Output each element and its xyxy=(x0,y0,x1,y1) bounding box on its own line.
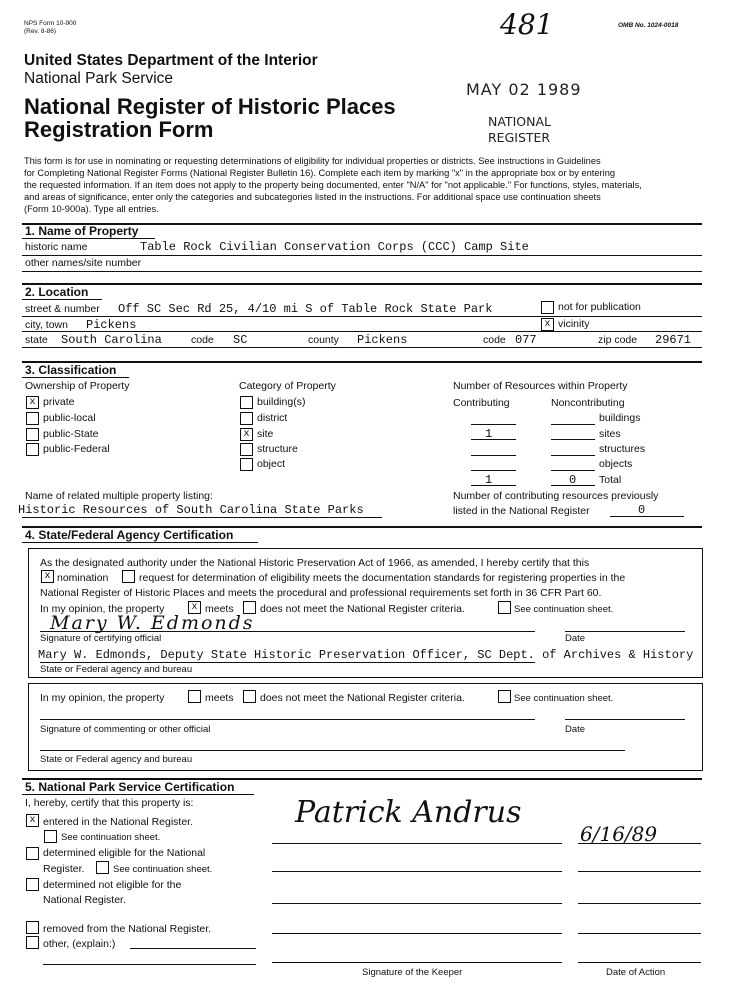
ownership-local-checkbox[interactable] xyxy=(26,412,39,425)
state-value[interactable]: South Carolina xyxy=(61,333,162,347)
related-listing-label: Name of related multiple property listing: xyxy=(25,490,213,502)
ownership-private-label: private xyxy=(43,396,75,408)
certifying-date-label: Date xyxy=(565,633,586,644)
signature-line xyxy=(40,719,535,720)
received-stamp-line1: NATIONAL xyxy=(488,114,551,129)
certifying-signature-label: Signature of certifying official xyxy=(40,633,162,644)
cert-line1: As the designated authority under the National Historic Preservation Act of 1966, as amended, I hereby certify that this xyxy=(40,557,590,569)
received-stamp-line2: REGISTER xyxy=(488,130,551,145)
zip-value[interactable]: 29671 xyxy=(655,333,692,347)
keeper-line xyxy=(272,871,562,872)
comment-does-not-meet-label: does not meet the National Register criteria. xyxy=(260,692,465,704)
comment-date-label: Date xyxy=(565,724,586,735)
determined-not-eligible-line1: determined not eligible for the xyxy=(43,879,182,891)
resource-row-sites: sites xyxy=(599,428,621,440)
count-line xyxy=(551,470,595,471)
county-code-value[interactable]: 077 xyxy=(515,333,537,347)
ownership-local-label: public-local xyxy=(43,412,96,424)
comment-does-not-meet-checkbox[interactable] xyxy=(243,690,256,703)
eligible-continuation-checkbox[interactable] xyxy=(96,861,109,874)
cert-line2: request for determination of eligibility meets the documentation standards for registering properties in the xyxy=(139,572,626,584)
field-line xyxy=(610,516,684,517)
keeper-line xyxy=(272,903,562,904)
historic-name-value[interactable]: Table Rock Civilian Conservation Corps (CCC) Camp Site xyxy=(140,240,529,254)
state-code-value[interactable]: SC xyxy=(233,333,248,347)
opinion-prefix: In my opinion, the property xyxy=(40,603,165,615)
count-line xyxy=(471,470,516,471)
field-line xyxy=(40,662,535,663)
form-title-line2: Registration Form xyxy=(24,117,214,142)
intro-line2: for Completing National Register Forms (National Register Bulletin 16). Complete each item by marking "x" in the appropriate box or by entering xyxy=(24,168,616,178)
count-line xyxy=(471,439,516,440)
determined-eligible-line1: determined eligible for the National xyxy=(43,847,206,859)
sites-contributing-value[interactable]: 1 xyxy=(485,427,493,441)
action-date-line xyxy=(578,962,701,963)
received-stamp-date: MAY 02 1989 xyxy=(466,80,582,99)
section1-heading: 1. Name of Property xyxy=(25,224,139,238)
not-for-publication-label: not for publication xyxy=(558,301,641,313)
certify-line: I, hereby, certify that this property is: xyxy=(25,797,194,809)
entered-checkbox[interactable]: x xyxy=(26,814,39,827)
section5-heading: 5. National Park Service Certification xyxy=(25,780,235,794)
resources-title: Number of Resources within Property xyxy=(453,380,628,392)
contributing-header: Contributing xyxy=(453,397,510,409)
not-for-publication-checkbox[interactable] xyxy=(541,301,554,314)
comment-signature-label: Signature of commenting or other official xyxy=(40,724,211,735)
total-contributing-value[interactable]: 1 xyxy=(485,473,493,487)
count-line xyxy=(551,455,595,456)
date-of-action-label: Date of Action xyxy=(606,967,666,978)
determined-eligible-checkbox[interactable] xyxy=(26,847,39,860)
comment-continuation-label: See continuation sheet. xyxy=(514,693,614,704)
previously-listed-value[interactable]: 0 xyxy=(638,503,646,517)
keeper-line xyxy=(272,843,562,844)
section-divider xyxy=(22,361,702,363)
heading-underline xyxy=(22,238,155,239)
heading-underline xyxy=(22,542,258,543)
department-name: United States Department of the Interior xyxy=(24,52,318,69)
does-not-meet-label: does not meet the National Register criteria. xyxy=(260,603,465,615)
date-line xyxy=(565,719,685,720)
resource-row-objects: objects xyxy=(599,458,633,470)
ownership-federal-checkbox[interactable] xyxy=(26,443,39,456)
previously-listed-line2: listed in the National Register xyxy=(453,505,590,517)
county-code-label: code xyxy=(483,334,506,346)
category-title: Category of Property xyxy=(239,380,336,392)
action-date-line xyxy=(578,933,701,934)
street-label: street & number xyxy=(25,303,100,315)
category-structure-checkbox[interactable] xyxy=(240,443,253,456)
other-label: other, (explain:) xyxy=(43,938,116,950)
action-date-line xyxy=(578,871,701,872)
vicinity-label: vicinity xyxy=(558,318,590,330)
ownership-title: Ownership of Property xyxy=(25,380,130,392)
heading-underline xyxy=(22,299,102,300)
heading-underline xyxy=(22,794,254,795)
meets-checkbox[interactable]: x xyxy=(188,601,201,614)
noncontributing-header: Noncontributing xyxy=(551,397,625,409)
other-names-label: other names/site number xyxy=(25,257,142,269)
category-district-label: district xyxy=(257,412,288,424)
field-line xyxy=(40,750,625,751)
omb-number: OMB No. 1024-0018 xyxy=(618,22,679,29)
intro-line1: This form is for use in nominating or requesting determinations of eligibility for individual properties or districts. See instructions in Guidelines xyxy=(24,156,601,166)
comment-meets-checkbox[interactable] xyxy=(188,690,201,703)
category-district-checkbox[interactable] xyxy=(240,412,253,425)
eligible-continuation-label: See continuation sheet. xyxy=(113,864,213,875)
agency-label: State or Federal agency and bureau xyxy=(40,664,193,675)
nomination-label: nomination xyxy=(57,572,109,584)
removed-label: removed from the National Register. xyxy=(43,923,212,935)
intro-line3: the requested information. If an item does not apply to the property being documented, enter "N/A" for "not applicable." For functions, styles, materials, xyxy=(24,180,642,190)
heading-underline xyxy=(22,377,129,378)
county-label: county xyxy=(308,334,339,346)
entered-label: entered in the National Register. xyxy=(43,816,194,828)
form-number: NPS Form 10-900 xyxy=(24,20,77,27)
count-line xyxy=(551,485,595,486)
continuation-sheet-checkbox[interactable] xyxy=(498,601,511,614)
keeper-signature: Patrick Andrus xyxy=(295,795,522,830)
field-line xyxy=(130,948,256,949)
section3-heading: 3. Classification xyxy=(25,363,117,377)
comment-agency-label: State or Federal agency and bureau xyxy=(40,754,193,765)
intro-line4: and areas of significance, enter only the categories and subcategories listed in the instructions. For additional space use continuation sheets xyxy=(24,192,601,202)
keeper-line xyxy=(272,933,562,934)
category-site-label: site xyxy=(257,428,274,440)
request-determination-checkbox[interactable] xyxy=(122,570,135,583)
related-listing-value[interactable]: Historic Resources of South Carolina State Parks xyxy=(18,503,364,517)
field-line xyxy=(22,347,702,348)
comment-continuation-checkbox[interactable] xyxy=(498,690,511,703)
ownership-state-label: public-State xyxy=(43,428,99,440)
category-building-checkbox[interactable] xyxy=(240,396,253,409)
other-checkbox[interactable] xyxy=(26,936,39,949)
signature-line xyxy=(40,631,535,632)
form-revision: (Rev. 8-86) xyxy=(24,28,57,35)
zip-label: zip code xyxy=(598,334,638,346)
count-line xyxy=(551,424,595,425)
certifying-official-signature: Mary W. Edmonds xyxy=(50,612,255,634)
count-line xyxy=(551,439,595,440)
service-name: National Park Service xyxy=(24,70,174,87)
ownership-state-checkbox[interactable] xyxy=(26,428,39,441)
resource-row-buildings: buildings xyxy=(599,412,641,424)
determined-not-eligible-checkbox[interactable] xyxy=(26,878,39,891)
resource-row-total: Total xyxy=(599,474,622,486)
comment-meets-label: meets xyxy=(205,692,234,704)
category-structure-label: structure xyxy=(257,443,298,455)
historic-name-label: historic name xyxy=(25,241,88,253)
action-date-line xyxy=(578,903,701,904)
state-code-label: code xyxy=(191,334,214,346)
section-divider xyxy=(22,283,702,285)
intro-line5: (Form 10-900a). Type all entries. xyxy=(24,204,159,214)
street-value[interactable]: Off SC Sec Rd 25, 4/10 mi S of Table Rock State Park xyxy=(118,302,493,316)
county-value[interactable]: Pickens xyxy=(357,333,408,347)
field-line xyxy=(22,316,702,317)
entered-continuation-checkbox[interactable] xyxy=(44,830,57,843)
section4-heading: 4. State/Federal Agency Certification xyxy=(25,528,234,542)
entered-continuation-label: See continuation sheet. xyxy=(61,832,161,843)
nomination-checkbox[interactable]: x xyxy=(41,570,54,583)
ownership-private-checkbox[interactable]: x xyxy=(26,396,39,409)
field-line xyxy=(43,964,256,965)
date-line xyxy=(565,631,685,632)
removed-checkbox[interactable] xyxy=(26,921,39,934)
category-object-label: object xyxy=(257,458,286,470)
determined-eligible-line2: Register. xyxy=(43,863,85,875)
action-date-line xyxy=(578,843,701,844)
field-line xyxy=(22,517,382,518)
category-building-label: building(s) xyxy=(257,396,306,408)
category-site-checkbox[interactable]: x xyxy=(240,428,253,441)
category-object-checkbox[interactable] xyxy=(240,458,253,471)
form-title-line1: National Register of Historic Places xyxy=(24,94,396,119)
keeper-line xyxy=(272,962,562,963)
field-line xyxy=(22,331,702,332)
field-line xyxy=(22,271,702,272)
city-label: city, town xyxy=(25,319,68,331)
count-line xyxy=(471,485,516,486)
resource-row-structures: structures xyxy=(599,443,646,455)
continuation-sheet-label: See continuation sheet. xyxy=(514,604,614,615)
handwritten-number: 481 xyxy=(500,8,554,41)
agency-value[interactable]: Mary W. Edmonds, Deputy State Historic Preservation Officer, SC Dept. of Archives & History xyxy=(38,648,694,662)
city-value[interactable]: Pickens xyxy=(86,318,137,332)
comment-opinion-prefix: In my opinion, the property xyxy=(40,692,165,704)
field-line xyxy=(22,255,702,256)
previously-listed-line1: Number of contributing resources previously xyxy=(453,490,659,502)
state-label: state xyxy=(25,334,48,346)
cert-line3: National Register of Historic Places and meets the procedural and professional requirements set forth in 36 CFR Part 60. xyxy=(40,587,602,599)
ownership-federal-label: public-Federal xyxy=(43,443,110,455)
total-noncontributing-value[interactable]: 0 xyxy=(569,473,577,487)
vicinity-checkbox[interactable]: x xyxy=(541,318,554,331)
determined-not-eligible-line2: National Register. xyxy=(43,894,126,906)
date-of-action-handwritten: 6/16/89 xyxy=(580,822,658,846)
keeper-signature-label: Signature of the Keeper xyxy=(362,967,463,978)
count-line xyxy=(471,455,516,456)
section2-heading: 2. Location xyxy=(25,285,89,299)
meets-label: meets xyxy=(205,603,234,615)
count-line xyxy=(471,424,516,425)
